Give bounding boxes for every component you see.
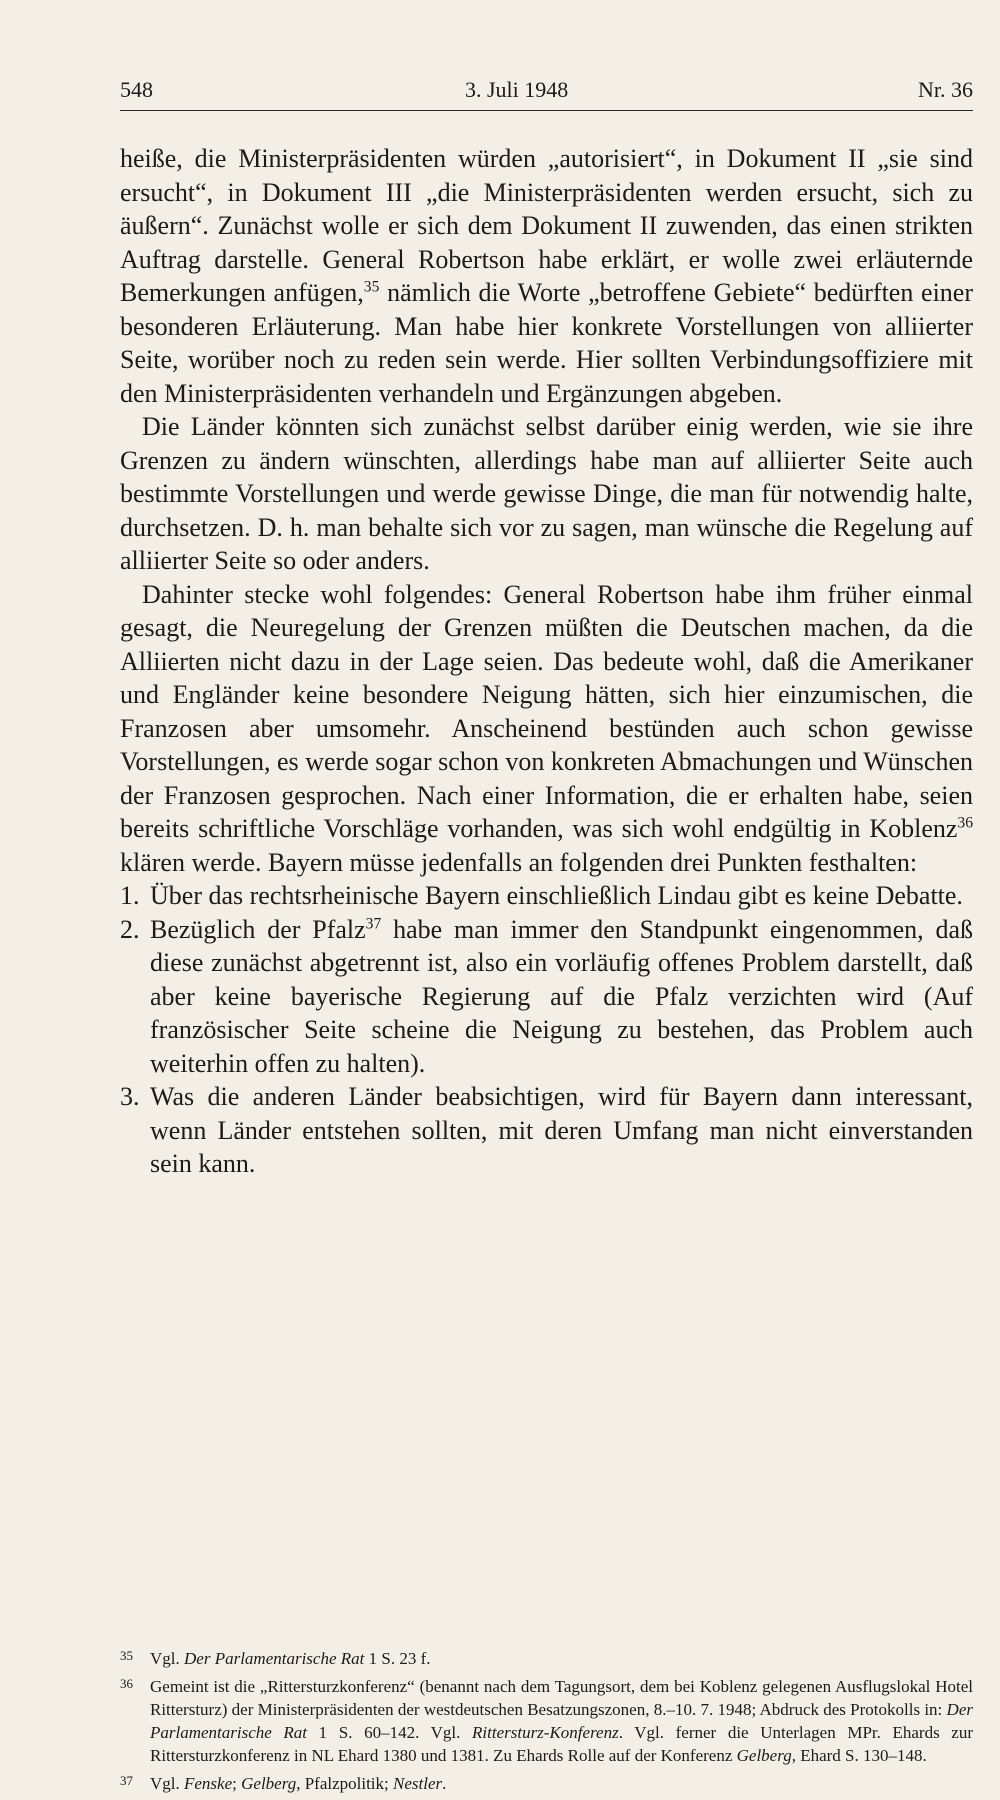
list-number: 2. xyxy=(120,914,140,944)
footnote-number: 36 xyxy=(120,1676,133,1691)
footnote xyxy=(120,1772,973,1795)
list-item-text: Bezüglich der Pfalz xyxy=(150,914,366,944)
list-number: 1. xyxy=(120,881,140,910)
paragraph xyxy=(120,578,973,880)
list-item-text: Was die anderen Länder beabsichtigen, wird für Bayern dann interessant, wenn Länder entstehen sollten, mit deren Umfang man nicht einverstanden sein kann. xyxy=(150,1082,973,1178)
document-number: Nr. 36 xyxy=(918,77,973,102)
footnote-italic: Gelberg xyxy=(241,1774,297,1793)
main-text xyxy=(120,142,973,1181)
paragraph xyxy=(120,142,973,410)
footnote-number: 35 xyxy=(120,1648,133,1663)
paragraph: Die Länder könnten sich zunächst selbst darüber einig werden, wie sie ihre Grenzen zu ändern wünschten, allerdings habe man auf alliierter Seite auch bestimmte Vorstellungen und werde gewisse Dinge, die man für notwendig halte, durchsetzen. D. h. man behalte sich vor zu sagen, man wünsche die Regelung auf alliierter Seite so oder anders. xyxy=(120,412,973,575)
list-item-text: Über das rechtsrheinische Bayern einschließlich Lindau gibt es keine Debatte. xyxy=(150,881,963,910)
footnote-ref[interactable]: 37 xyxy=(365,914,382,932)
footnote-ref[interactable]: 36 xyxy=(957,814,973,832)
paragraph-text: heiße, die Ministerpräsidenten würden „autorisiert“, in Dokument II „sie sind ersucht“, in Dokument III „die Ministerpräsidenten werden ersucht, sich zu äußern“. Zunächst wolle er sich dem Dokument II zuwenden, das einen strikten Auftrag darstelle. General Robertson habe erklärt, er wolle zwei erläuternde Bemerkungen anfügen, xyxy=(120,144,973,307)
footnote-text: 1 S. 23 f. xyxy=(364,1649,431,1668)
footnote-text: . Vgl. ferner die Unterlagen MPr. Ehards zur Rittersturzkonferenz in NL Ehard 1380 und 1381. Zu Ehards Rolle auf der Konferenz xyxy=(150,1723,974,1765)
footnote-number: 37 xyxy=(120,1773,133,1788)
page xyxy=(120,72,974,1793)
header-date: 3. Juli 1948 xyxy=(465,77,569,102)
footnote-italic: Der Parlamentarische Rat xyxy=(150,1700,973,1742)
list-item xyxy=(120,913,973,1081)
footnote-text: 1 S. 60–142. Vgl. xyxy=(307,1723,473,1742)
list-item xyxy=(120,1080,973,1181)
footnote-italic: Nestler xyxy=(393,1774,443,1793)
footnote-text: Vgl. xyxy=(150,1649,184,1668)
footnote xyxy=(120,1647,973,1670)
footnote-italic: Fenske xyxy=(184,1774,233,1793)
footnote xyxy=(120,1675,973,1767)
numbered-list xyxy=(120,879,973,1181)
list-item-text: habe man immer den Standpunkt eingenommen, daß diese zunächst abgetrennt ist, also ein vorläufig offenes Problem darstellt, daß aber keine bayerische Regierung auf die Pfalz verzichten wird (Auf französischer Seite scheine die Neigung zu bestehen, das Problem auch weiterhin offen zu halten). xyxy=(150,914,974,1078)
footnote-italic: Der Parlamentarische Rat xyxy=(184,1649,365,1668)
paragraph-text: klären werde. Bayern müsse jedenfalls an folgenden drei Punkten festhalten: xyxy=(120,847,918,877)
footnote-text: ; xyxy=(232,1774,242,1793)
footnote-text: Gemeint ist die „Rittersturzkonferenz“ (benannt nach dem Tagungsort, dem bei Koblenz gelegenen Ausflugslokal Hotel Rittersturz) der Ministerpräsidenten der westdeutschen Besatzungszonen, 8.–10. 7. 1948; Abdruck des Protokolls in: xyxy=(150,1677,973,1719)
footnote-ref[interactable]: 35 xyxy=(363,278,380,296)
paragraph-text: Dahinter stecke wohl folgendes: General Robertson habe ihm früher einmal gesagt, die Neuregelung der Grenzen müßten die Deutschen machen, da die Alliierten nicht dazu in der Lage seien. Das bedeute wohl, daß die Amerikaner und Engländer keine besondere Neigung hätten, sich hier einzumischen, die Franzosen aber umsomehr. Anscheinend bestünden auch schon gewisse Vorstellungen, es werde sogar schon von konkreten Abmachungen und Wünschen der Franzosen gesprochen. Nach einer Information, die er erhalten habe, seien bereits schriftliche Vorschläge vorhanden, was sich wohl endgültig in Koblenz xyxy=(120,579,973,843)
footnote-text: , Pfalzpolitik; xyxy=(296,1774,393,1793)
paragraph-text: nämlich die Worte „betroffene Gebiete“ bedürften einer besonderen Erläuterung. Man habe hier konkrete Vorstellungen von alliierter Seite, worüber noch zu reden sein werde. Hier sollten Verbindungsoffiziere mit den Ministerpräsidenten verhandeln und Ergänzungen abgeben. xyxy=(120,278,973,408)
list-number: 3. xyxy=(120,1082,140,1111)
footnotes xyxy=(120,1647,973,1800)
page-number: 548 xyxy=(120,77,153,102)
footnote-text: Vgl. xyxy=(150,1774,184,1793)
header-rule xyxy=(120,110,973,111)
list-item xyxy=(120,879,973,913)
footnote-italic: Gelberg xyxy=(736,1746,792,1765)
footnote-italic: Rittersturz-Konferenz xyxy=(472,1723,619,1742)
footnote-text: , Ehard S. 130–148. xyxy=(791,1746,927,1765)
footnote-text: . xyxy=(442,1774,447,1793)
running-header xyxy=(120,72,973,108)
